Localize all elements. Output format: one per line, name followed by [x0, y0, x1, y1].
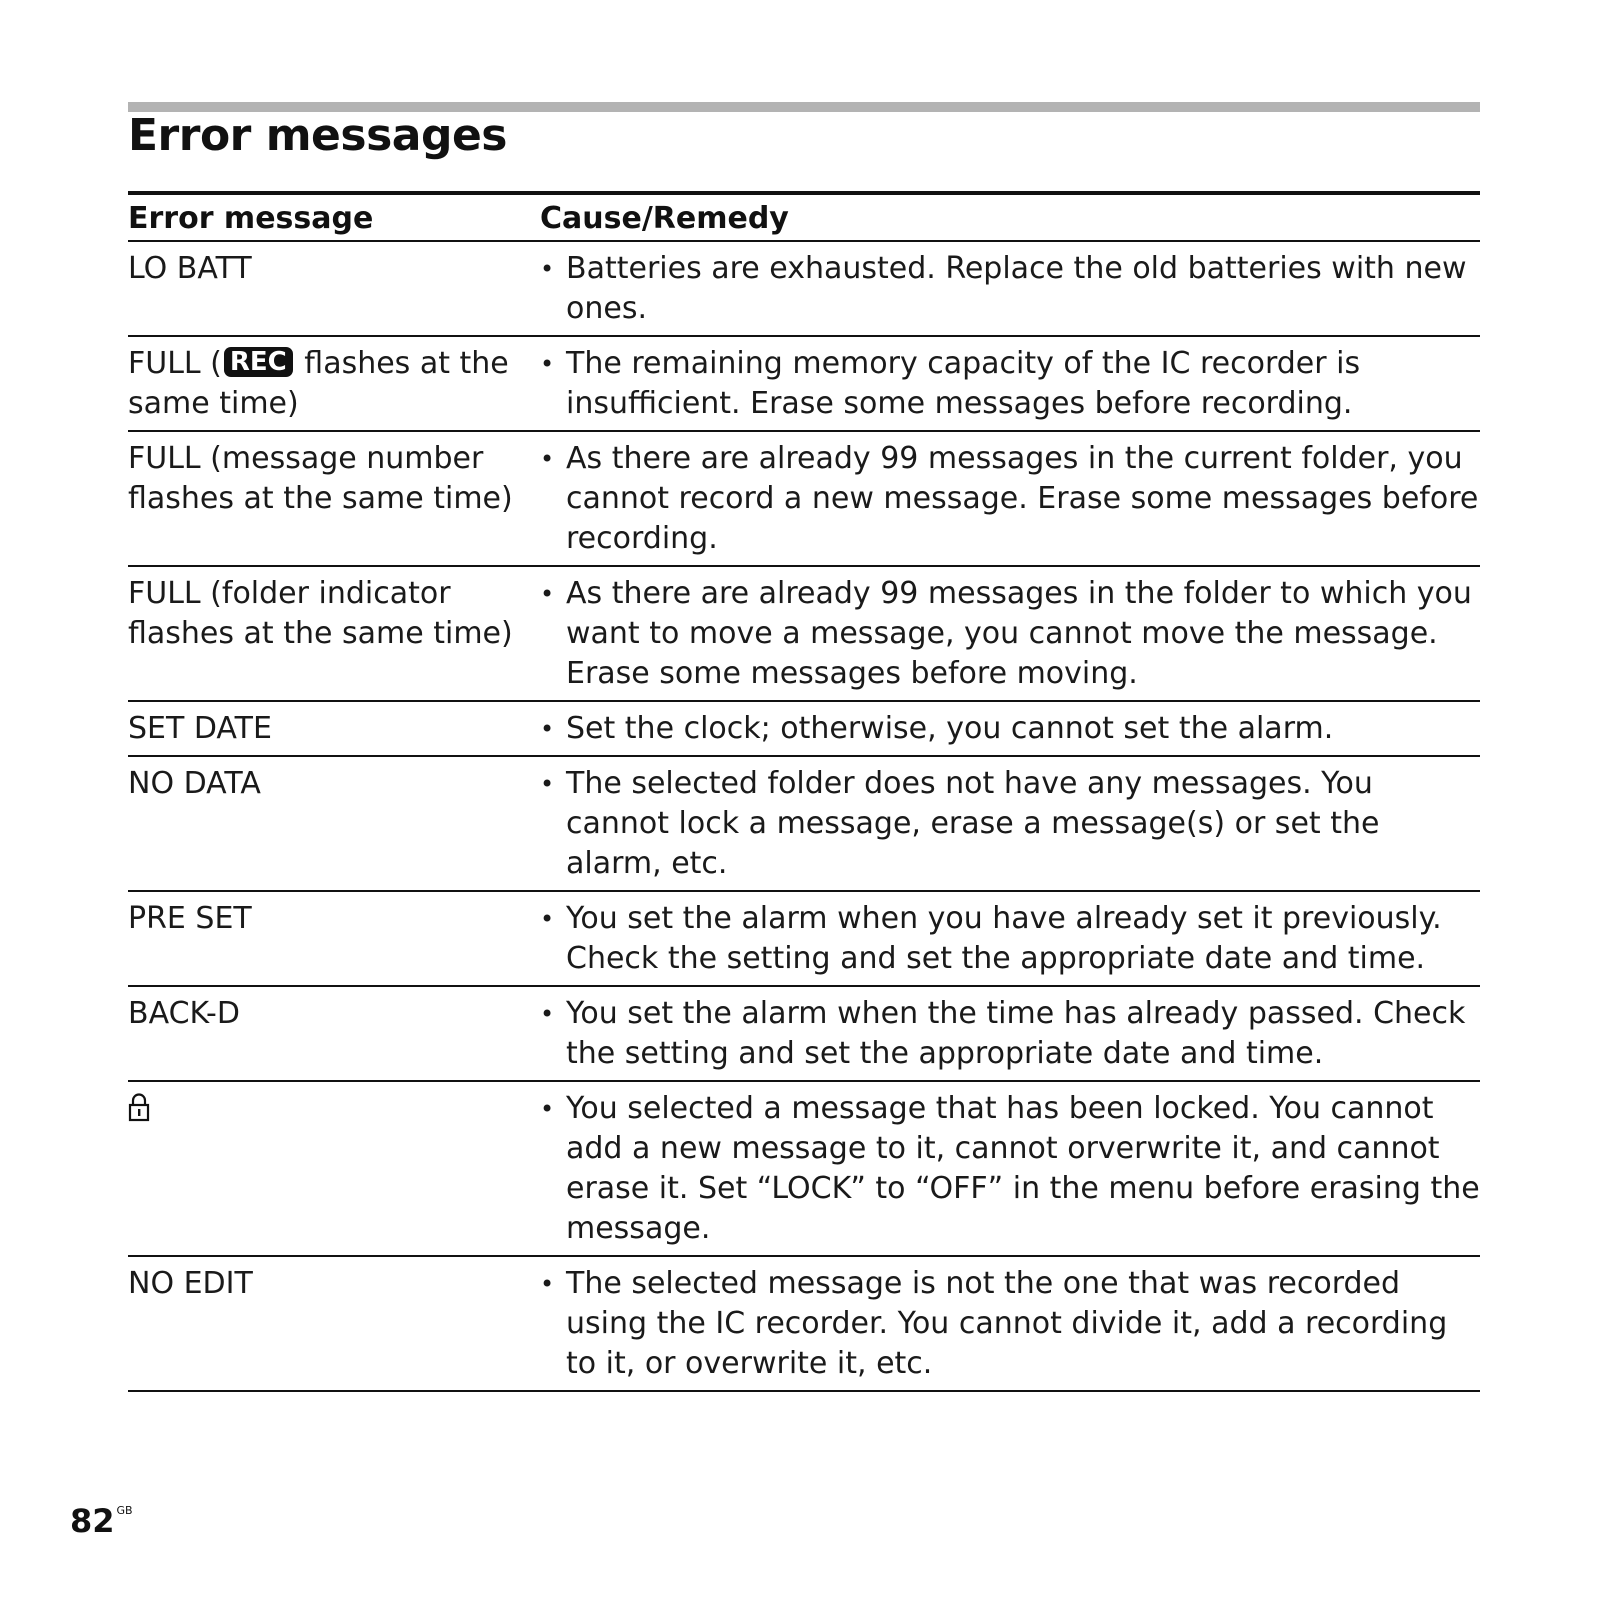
table-row [128, 986, 1480, 1081]
remedy-text: The remaining memory capacity of the IC recorder is insufficient. Erase some messages before recording. [566, 346, 1361, 421]
remedy-cell [540, 566, 1480, 701]
column-header-cause-remedy: Cause/Remedy [540, 193, 1480, 241]
remedy-cell [540, 1256, 1480, 1391]
rec-indicator-icon: REC [224, 347, 293, 377]
table-row [128, 336, 1480, 431]
lock-icon [128, 1092, 150, 1122]
error-message-cell: FULL (folder indicator flashes at the same time) [128, 566, 540, 701]
table-row [128, 241, 1480, 336]
bullet: • [540, 1000, 555, 1028]
remedy-text: Set the clock; otherwise, you cannot set the alarm. [566, 711, 1334, 746]
table-row [128, 756, 1480, 891]
error-message-text: flashes at the same time) [128, 346, 509, 421]
remedy-text: As there are already 99 messages in the current folder, you cannot record a new message. Erase some messages before recording. [566, 441, 1479, 556]
table-row [128, 1081, 1480, 1256]
error-message-cell: NO DATA [128, 756, 540, 891]
remedy-text: You selected a message that has been locked. You cannot add a new message to it, cannot orverwrite it, and cannot erase it. Set “LOCK” to “OFF” in the menu before erasing the message. [566, 1091, 1480, 1246]
bullet: • [540, 770, 555, 798]
remedy-text: Batteries are exhausted. Replace the old batteries with new ones. [566, 251, 1467, 326]
bullet: • [540, 905, 555, 933]
page-language-suffix: GB [116, 1504, 133, 1517]
error-message-cell: BACK-D [128, 986, 540, 1081]
bullet: • [540, 350, 555, 378]
error-message-text: FULL ( [128, 346, 222, 381]
bullet: • [540, 580, 555, 608]
table-row [128, 431, 1480, 566]
bullet: • [540, 255, 555, 283]
column-header-error-message: Error message [128, 193, 540, 241]
error-message-cell: LO BATT [128, 241, 540, 336]
remedy-text: You set the alarm when you have already set it previously. Check the setting and set the appropriate date and time. [566, 901, 1442, 976]
remedy-cell [540, 1081, 1480, 1256]
remedy-cell [540, 701, 1480, 756]
table-row [128, 1256, 1480, 1391]
remedy-text: The selected folder does not have any messages. You cannot lock a message, erase a message(s) or set the alarm, etc. [566, 766, 1380, 881]
error-message-cell: PRE SET [128, 891, 540, 986]
error-message-cell [128, 1081, 540, 1256]
table-row [128, 701, 1480, 756]
bullet: • [540, 1095, 555, 1123]
table-header-row [128, 193, 1480, 241]
page-title: Error messages [128, 110, 507, 161]
page-number-value: 82 [70, 1502, 115, 1540]
error-message-cell: NO EDIT [128, 1256, 540, 1391]
error-message-cell: FULL (message number flashes at the same time) [128, 431, 540, 566]
remedy-cell [540, 431, 1480, 566]
error-messages-table [128, 191, 1480, 1392]
error-message-cell: SET DATE [128, 701, 540, 756]
error-message-cell [128, 336, 540, 431]
remedy-text: You set the alarm when the time has already passed. Check the setting and set the appropriate date and time. [566, 996, 1466, 1071]
bullet: • [540, 445, 555, 473]
remedy-text: The selected message is not the one that was recorded using the IC recorder. You cannot divide it, add a recording to it, or overwrite it, etc. [566, 1266, 1448, 1381]
table-row [128, 891, 1480, 986]
remedy-cell [540, 891, 1480, 986]
table-row [128, 566, 1480, 701]
bullet: • [540, 715, 555, 743]
remedy-text: As there are already 99 messages in the folder to which you want to move a message, you cannot move the message. Erase some messages before moving. [566, 576, 1472, 691]
page-number [70, 1502, 133, 1540]
remedy-cell [540, 756, 1480, 891]
remedy-cell [540, 986, 1480, 1081]
remedy-cell [540, 241, 1480, 336]
bullet: • [540, 1270, 555, 1298]
remedy-cell [540, 336, 1480, 431]
